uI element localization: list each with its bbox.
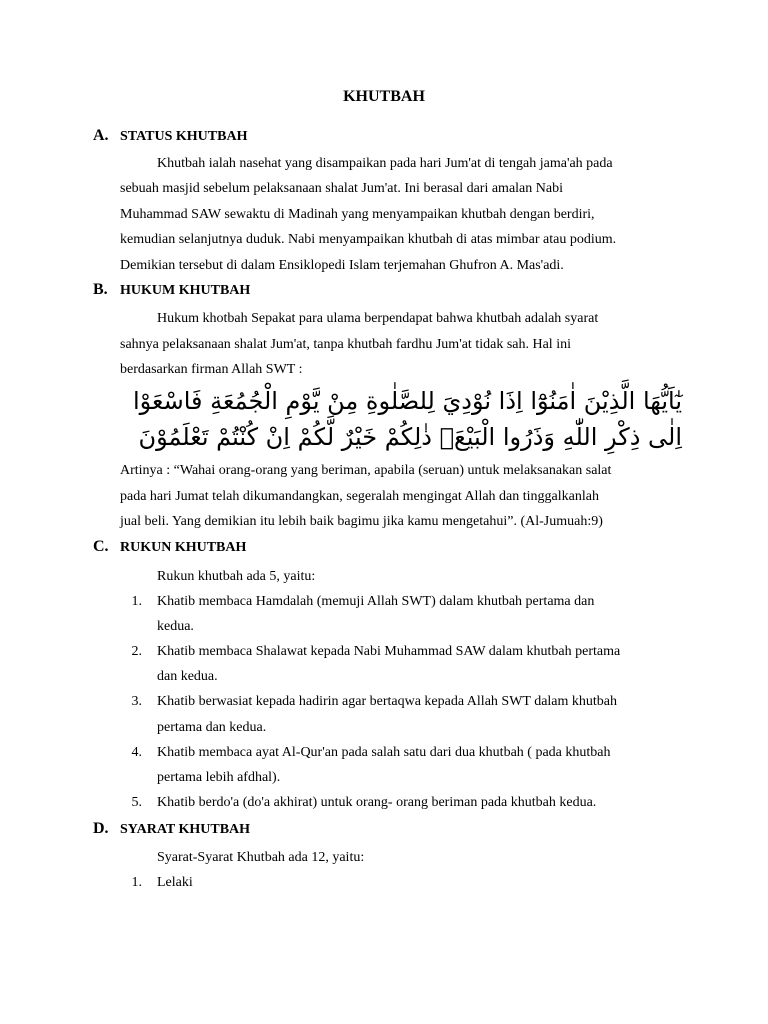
section-b-title: HUKUM KHUTBAH (120, 283, 251, 298)
section-c-heading (93, 538, 246, 556)
section-a-heading (93, 127, 247, 145)
section-d-title: SYARAT KHUTBAH (120, 822, 251, 837)
section-b-line-3: berdasarkan firman Allah SWT : (120, 362, 303, 377)
list-item-number: 2. (131, 644, 142, 659)
section-b-line-1: Hukum khotbah Sepakat para ulama berpendapat bahwa khutbah adalah syarat (157, 311, 599, 326)
section-c-title: RUKUN KHUTBAH (120, 540, 247, 555)
section-d-intro: Syarat-Syarat Khutbah ada 12, yaitu: (157, 850, 365, 865)
list-item-number: 4. (131, 745, 142, 760)
section-c-letter: C. (93, 538, 109, 555)
list-item-number: 1. (131, 875, 142, 890)
list-item-line: Khatib berdo'a (do'a akhirat) untuk orang- orang beriman pada khutbah kedua. (157, 795, 597, 810)
list-item-line: Lelaki (157, 875, 193, 890)
section-a-line-1: Khutbah ialah nasehat yang disampaikan pada hari Jum'at di tengah jama'ah pada (157, 156, 613, 171)
section-d-letter: D. (93, 820, 109, 837)
list-item-line: Khatib berwasiat kepada hadirin agar bertaqwa kepada Allah SWT dalam khutbah (157, 694, 618, 709)
section-a-line-4: kemudian selanjutnya duduk. Nabi menyampaikan khutbah di atas mimbar atau podium. (120, 232, 617, 247)
arabic-verse-line-1: يٰٓاَيُّهَا الَّذِيْنَ اٰمَنُوْٓا اِذَا نُوْدِيَ لِلصَّلٰوةِ مِنْ يَّوْمِ الْجُمُعَةِ فَاسْعَوْا (132, 387, 682, 415)
section-a-letter: A. (93, 127, 109, 144)
translation-line-2: pada hari Jumat telah dikumandangkan, segeralah mengingat Allah dan tinggalkanlah (120, 489, 599, 504)
list-item-number: 3. (131, 694, 142, 709)
section-a-title: STATUS KHUTBAH (120, 129, 248, 144)
list-item-line: kedua. (157, 619, 194, 634)
section-a-line-3: Muhammad SAW sewaktu di Madinah yang menyampaikan khutbah dengan berdiri, (120, 207, 595, 222)
list-item-line: pertama dan kedua. (157, 720, 267, 735)
section-b-line-2: sahnya pelaksanaan shalat Jum'at, tanpa khutbah fardhu Jum'at tidak sah. Hal ini (120, 337, 571, 352)
list-item-line: dan kedua. (157, 669, 218, 684)
section-a-line-2: sebuah masjid sebelum pelaksanaan shalat Jum'at. Ini berasal dari amalan Nabi (120, 181, 563, 196)
section-b-letter: B. (93, 281, 108, 298)
list-item-line: pertama lebih afdhal). (157, 770, 281, 785)
list-item-number: 5. (131, 795, 142, 810)
section-b-heading (93, 281, 250, 299)
list-item-line: Khatib membaca Hamdalah (memuji Allah SWT) dalam khutbah pertama dan (157, 594, 595, 609)
list-item-line: Khatib membaca Shalawat kepada Nabi Muhammad SAW dalam khutbah pertama (157, 644, 621, 659)
arabic-verse-line-2: اِلٰى ذِكْرِ اللّٰهِ وَذَرُوا الْبَيْعَۗ ذٰلِكُمْ خَيْرٌ لَّكُمْ اِنْ كُنْتُمْ تَعْلَمُوْنَ (138, 423, 682, 451)
list-item-number: 1. (131, 594, 142, 609)
section-c-intro: Rukun khutbah ada 5, yaitu: (157, 569, 316, 584)
translation-line-1: Artinya : “Wahai orang-orang yang beriman, apabila (seruan) untuk melaksanakan salat (120, 463, 612, 478)
document-title: KHUTBAH (343, 88, 425, 105)
section-d-heading (93, 820, 250, 838)
translation-line-3: jual beli. Yang demikian itu lebih baik bagimu jika kamu mengetahui”. (Al-Jumuah:9) (120, 514, 603, 529)
list-item-line: Khatib membaca ayat Al-Qur'an pada salah satu dari dua khutbah ( pada khutbah (157, 745, 611, 760)
section-a-line-5: Demikian tersebut di dalam Ensiklopedi Islam terjemahan Ghufron A. Mas'adi. (120, 258, 564, 273)
